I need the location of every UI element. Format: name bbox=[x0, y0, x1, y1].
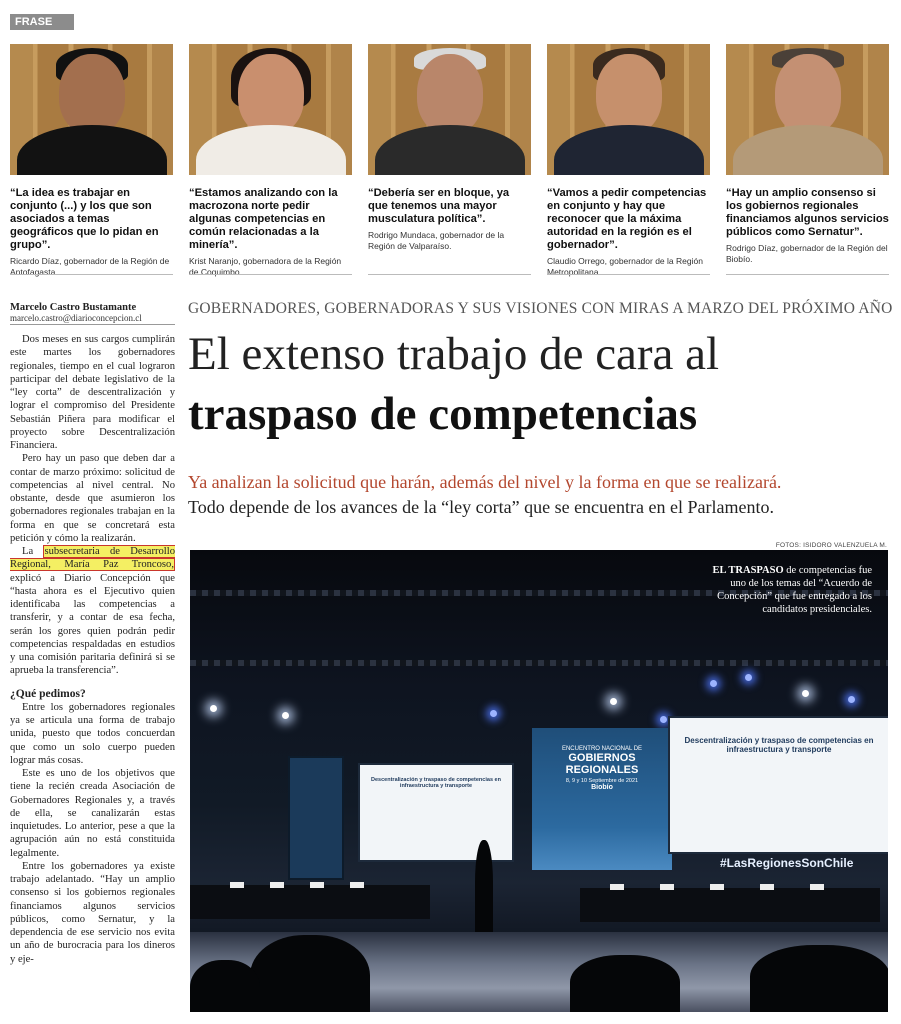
headline-line-2: traspaso de competencias bbox=[188, 388, 698, 440]
audience-silhouette bbox=[750, 945, 888, 1012]
headline-line-1: El extenso trabajo de cara al bbox=[188, 328, 720, 380]
kicker: GOBERNADORES, GOBERNADORAS Y SUS VISIONES CON MIRAS A MARZO DEL PRÓXIMO AÑO bbox=[188, 300, 893, 317]
portrait-photo bbox=[368, 44, 531, 175]
quote-text: “La idea es trabajar en conjunto (...) y los que son asociados a temas geográficos que lo pidan en grupo”. bbox=[10, 187, 159, 251]
quote-card bbox=[10, 44, 173, 278]
subheading: ¿Qué pedimos? bbox=[10, 687, 86, 700]
presentation-screen: Descentralización y traspaso de competencias en infraestructura y transporte bbox=[358, 763, 514, 862]
quote-author: Krist Naranjo, gobernadora de la Región de Coquimbo. bbox=[189, 256, 342, 277]
paragraph: Dos meses en sus cargos cumplirán este martes los gobernadores regionales, tiempo en el cual lograron participar del debate legislativo de la “ley corta” de descentralización y lograr el compromiso del Presidente Sebastián Piñera para modificar el proyecto sobre Descentralización Financiera. bbox=[10, 334, 175, 451]
quote-card bbox=[189, 44, 352, 278]
quote-author: Ricardo Díaz, gobernador de la Región de Antofagasta. bbox=[10, 256, 170, 277]
quote-author: Claudio Orrego, gobernador de la Región Metropolitana. bbox=[547, 256, 703, 277]
quote-text: “Vamos a pedir competencias en conjunto y hay que reconocer que la máxima autoridad en la región es el gobernador”. bbox=[547, 187, 707, 251]
byline-email: marcelo.castro@diarioconcepcion.cl bbox=[10, 313, 142, 323]
panel-table bbox=[580, 888, 880, 922]
event-photo bbox=[190, 550, 888, 1012]
presentation-screen: Descentralización y traspaso de competencias en infraestructura y transporte bbox=[668, 716, 888, 854]
deck-line-1: Ya analizan la solicitud que harán, además del nivel y la forma en que se realizará. bbox=[188, 472, 782, 492]
quote-text: “Hay un amplio consenso si los gobiernos regionales financiamos algunos servicios públicos como Sernatur”. bbox=[726, 187, 889, 238]
highlighted-text: subsecretaria de Desarrollo Regional, María Paz Troncoso, bbox=[10, 546, 175, 571]
speaker-silhouette bbox=[475, 840, 493, 935]
quote-card bbox=[726, 44, 889, 265]
audience-silhouette bbox=[570, 955, 680, 1012]
photo-caption: EL TRASPASO de competencias fue uno de los temas del “Acuerdo de Concepción” que fue entregado a los candidatos presidenciales. bbox=[712, 565, 872, 615]
article-body bbox=[10, 333, 175, 966]
portrait-photo bbox=[10, 44, 173, 175]
paragraph: Pero hay un paso que deben dar a contar de marzo próximo: solicitud de competencias al nivel central. No obstante, desde que asumieron los gobernadores regionales trabajan en la forma en que se concretará esta petición y cómo la realizarán. bbox=[10, 453, 175, 544]
audience-silhouette bbox=[250, 935, 370, 1012]
audience-silhouette bbox=[190, 960, 260, 1012]
quote-text: “Debería ser en bloque, ya que tenemos una mayor musculatura política”. bbox=[368, 187, 510, 225]
divider bbox=[10, 324, 175, 325]
section-tag: FRASE bbox=[10, 14, 74, 30]
event-banner: ENCUENTRO NACIONAL DE GOBIERNOS REGIONALES 8, 9 y 10 Septiembre de 2021 Biobío bbox=[532, 728, 672, 870]
portrait-photo bbox=[547, 44, 710, 175]
portrait-photo bbox=[189, 44, 352, 175]
quote-author: Rodrigo Díaz, gobernador de la Región del Biobío. bbox=[726, 243, 888, 264]
paragraph: Entre los gobernadores regionales ya se articula una forma de trabajo unida, puesto que todos concuerdan que como un solo cuerpo pueden lograr más cosas. bbox=[10, 701, 175, 766]
byline-name: Marcelo Castro Bustamante bbox=[10, 302, 137, 313]
video-screen bbox=[288, 756, 344, 880]
quotes-row bbox=[10, 44, 890, 276]
paragraph: La subsecretaria de Desarrollo Regional, María Paz Troncoso, explicó a Diario Concepción que “hasta ahora es el Ejecutivo quien identificaba las competencias a transferir, y a contar de esa fecha, serán los gores quien podrán pedir competencias respaldadas en estudios y una comisión paritaria definirá si se aprueba la transferencia”. bbox=[10, 546, 175, 677]
event-hashtag: #LasRegionesSonChile bbox=[720, 856, 854, 870]
deck-line-2: Todo depende de los avances de la “ley corta” que se encuentra en el Parlamento. bbox=[188, 497, 774, 517]
quote-text: “Estamos analizando con la macrozona norte pedir algunas competencias en común relacionadas a la minería”. bbox=[189, 187, 338, 251]
quote-card bbox=[368, 44, 531, 252]
panel-table bbox=[190, 885, 430, 919]
portrait-photo bbox=[726, 44, 889, 175]
paragraph: Entre los gobernadores ya existe trabajo adelantado. “Hay un amplio consenso si los gobiernos regionales financiamos algunos servicios públicos, como Sernatur, y la dependencia de ese servicio nos evita un año de burocracia para los dineros y eje- bbox=[10, 860, 175, 965]
paragraph: Este es uno de los objetivos que tiene la recién creada Asociación de Gobernadores Regionales y, a través de ella, se canalizarán estas inquietudes. Lo anterior, pese a que la agrupación aún no está constituida legalmente. bbox=[10, 768, 175, 859]
photo-credit: FOTOS: ISIDORO VALENZUELA M. bbox=[775, 542, 887, 549]
quote-author: Rodrigo Mundaca, gobernador de la Región de Valparaíso. bbox=[368, 230, 505, 251]
quote-card bbox=[547, 44, 710, 278]
